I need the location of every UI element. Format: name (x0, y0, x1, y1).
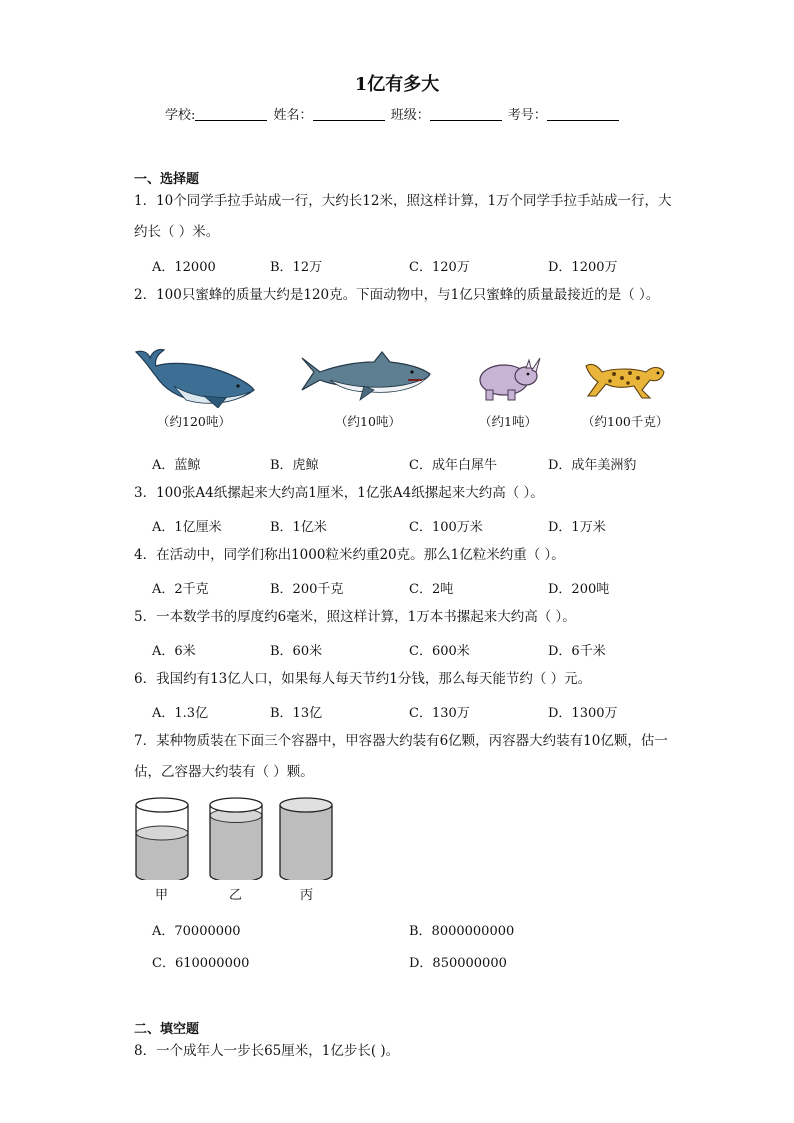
container-bing (280, 798, 332, 880)
exam-number-blank[interactable] (547, 108, 619, 121)
question-5: 5．一本数学书的厚度约6毫米，照这样计算，1万本书摞起来大约高（ ）。 (134, 609, 576, 625)
section-heading-choice: 一、选择题 (134, 172, 200, 187)
question-6: 6．我国约有13亿人口，如果每人每天节约1分钱，那么每天能节约（ ）元。 (134, 671, 592, 687)
option-d[interactable]: D．1万米 (548, 520, 606, 535)
option-c[interactable]: C．600米 (409, 644, 470, 659)
container-jia (136, 798, 188, 880)
option-b[interactable]: B．8000000000 (409, 924, 515, 939)
option-a[interactable]: A．70000000 (152, 924, 241, 939)
container-rim (210, 798, 262, 812)
option-b[interactable]: B．1亿米 (270, 520, 327, 535)
option-c[interactable]: C．成年白犀牛 (409, 458, 497, 473)
jaguar-icon (584, 356, 666, 400)
option-b[interactable]: B．12万 (270, 260, 323, 275)
option-c[interactable]: C．120万 (409, 260, 470, 275)
page-title: 1亿有多大 (354, 74, 440, 95)
option-a[interactable]: A．12000 (152, 260, 216, 275)
option-d[interactable]: D．850000000 (409, 956, 507, 971)
option-c[interactable]: C．2吨 (409, 582, 454, 597)
option-a[interactable]: A．1.3亿 (152, 706, 209, 721)
option-a[interactable]: A．2千克 (152, 582, 209, 597)
container-rim (280, 798, 332, 812)
section-heading-fill: 二、填空题 (134, 1022, 200, 1037)
option-b[interactable]: B．60米 (270, 644, 323, 659)
option-b[interactable]: B．13亿 (270, 706, 323, 721)
name-label: 姓名： (273, 108, 313, 123)
option-d[interactable]: D．6千米 (548, 644, 606, 659)
option-d[interactable]: D．200吨 (548, 582, 610, 597)
exam-number-label: 考号： (507, 108, 547, 123)
school-blank[interactable] (195, 108, 267, 121)
caption-jaguar: （约100千克） (582, 414, 669, 429)
container-label-yi: 乙 (229, 888, 243, 903)
containers-figure (130, 795, 340, 880)
question-1: 1．10个同学手拉手站成一行，大约长12米，照这样计算，1万个同学手拉手站成一行，大约长（ ）米。 (134, 193, 672, 240)
school-label: 学校: (165, 108, 196, 123)
option-a[interactable]: A．6米 (152, 644, 196, 659)
question-2: 2．100只蜜蜂的质量大约是120克。下面动物中，与1亿只蜜蜂的质量最接近的是（ ）。 (134, 287, 660, 303)
option-d[interactable]: D．1200万 (548, 260, 618, 275)
option-c[interactable]: C．130万 (409, 706, 470, 721)
blue-whale-icon (134, 346, 258, 408)
student-info-line (165, 104, 621, 123)
class-label: 班级： (390, 108, 430, 123)
container-rim (136, 798, 188, 812)
name-blank[interactable] (313, 108, 385, 121)
question-7: 7．某种物质装在下面三个容器中，甲容器大约装有6亿颗，丙容器大约装有10亿颗，估一估，乙容器大约装有（ ）颗。 (134, 733, 668, 780)
option-b[interactable]: B．虎鲸 (270, 458, 319, 473)
option-a[interactable]: A．1亿厘米 (152, 520, 222, 535)
caption-rhino: （约1吨） (479, 414, 537, 429)
option-a[interactable]: A．蓝鲸 (152, 458, 201, 473)
option-b[interactable]: B．200千克 (270, 582, 344, 597)
option-d[interactable]: D．成年美洲豹 (548, 458, 637, 473)
rhino-icon (474, 354, 542, 402)
fill-surface (136, 826, 188, 840)
container-body (280, 805, 332, 880)
question-8: 8．一个成年人一步长65厘米，1亿步长( )。 (134, 1043, 400, 1059)
question-3: 3．100张A4纸摞起来大约高1厘米，1亿张A4纸摞起来大约高（ ）。 (134, 485, 544, 501)
caption-shark: （约10吨） (335, 414, 401, 429)
question-4: 4．在活动中，同学们称出1000粒米约重20克。那么1亿粒米约重（ ）。 (134, 547, 565, 563)
option-c[interactable]: C．100万米 (409, 520, 483, 535)
shark-icon (300, 350, 432, 402)
container-label-bing: 丙 (300, 888, 314, 903)
option-d[interactable]: D．1300万 (548, 706, 618, 721)
container-yi (210, 798, 262, 880)
class-blank[interactable] (430, 108, 502, 121)
caption-whale: （约120吨） (157, 414, 231, 429)
container-label-jia: 甲 (155, 888, 169, 903)
option-c[interactable]: C．610000000 (152, 956, 250, 971)
